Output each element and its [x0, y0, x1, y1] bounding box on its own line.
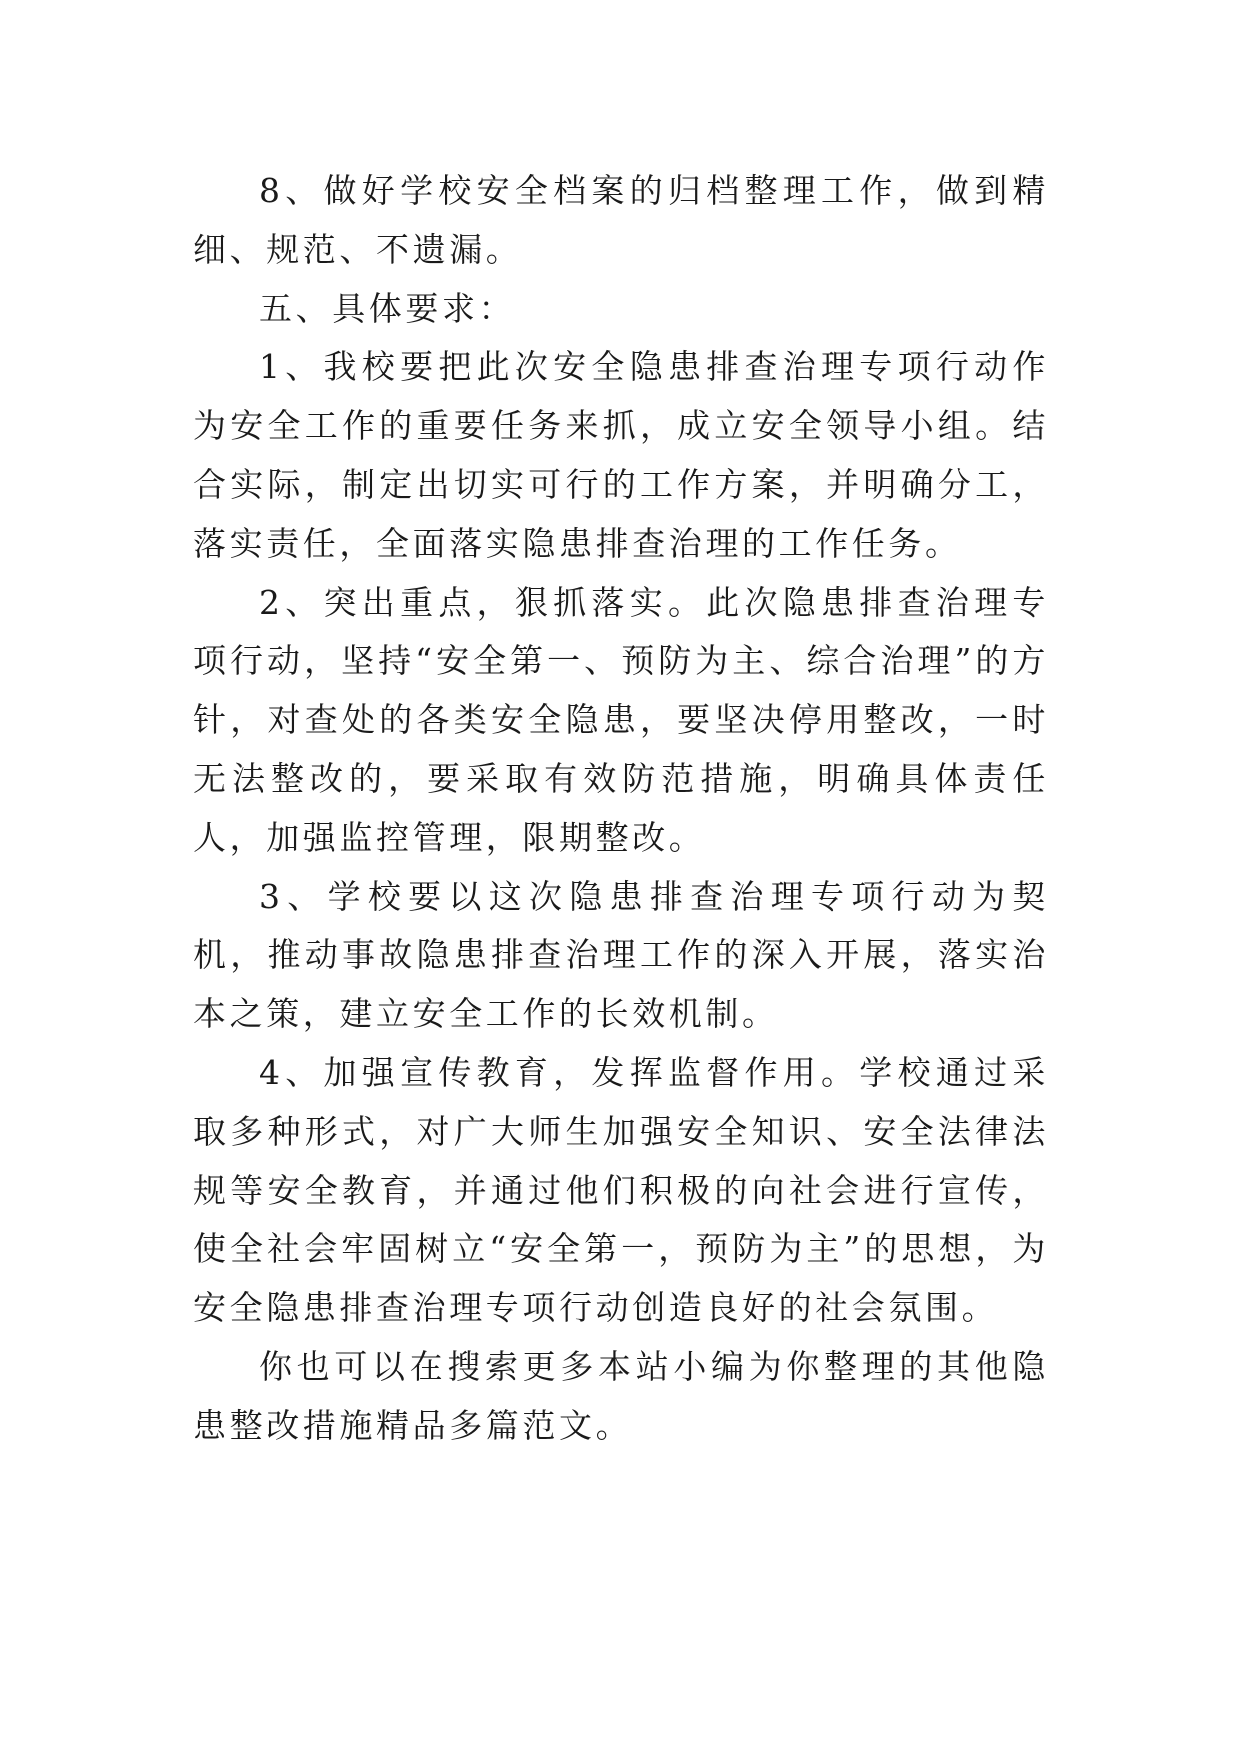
paragraph-requirement-1: 1、我校要把此次安全隐患排查治理专项行动作为安全工作的重要任务来抓，成立安全领导小组。结合实际，制定出切实可行的工作方案，并明确分工，落实责任，全面落实隐患排查治理的工作任务。 — [193, 347, 1049, 563]
paragraph-item-8: 8、做好学校安全档案的归档整理工作，做到精细、规范、不遗漏。 — [193, 171, 1049, 269]
paragraph-requirement-3: 3、学校要以这次隐患排查治理专项行动为契机，推动事故隐患排查治理工作的深入开展，落实治本之策，建立安全工作的长效机制。 — [193, 876, 1049, 1034]
section-heading-requirements: 五、具体要求： — [259, 288, 516, 328]
paragraph-requirement-4: 4、加强宣传教育，发挥监督作用。学校通过采取多种形式，对广大师生加强安全知识、安全法律法规等安全教育，并通过他们积极的向社会进行宣传，使全社会牢固树立“安全第一，预防为主”的思想，为安全隐患排查治理专项行动创造良好的社会氛围。 — [193, 1052, 1049, 1328]
paragraph-requirement-2: 2、突出重点，狠抓落实。此次隐患排查治理专项行动，坚持“安全第一、预防为主、综合治理”的方针，对查处的各类安全隐患，要坚决停用整改，一时无法整改的，要采取有效防范措施，明确具体责任人，加强监控管理，限期整改。 — [193, 582, 1049, 857]
document-body — [193, 162, 1049, 1456]
closing-note: 你也可以在搜索更多本站小编为你整理的其他隐患整改措施精品多篇范文。 — [193, 1346, 1049, 1445]
